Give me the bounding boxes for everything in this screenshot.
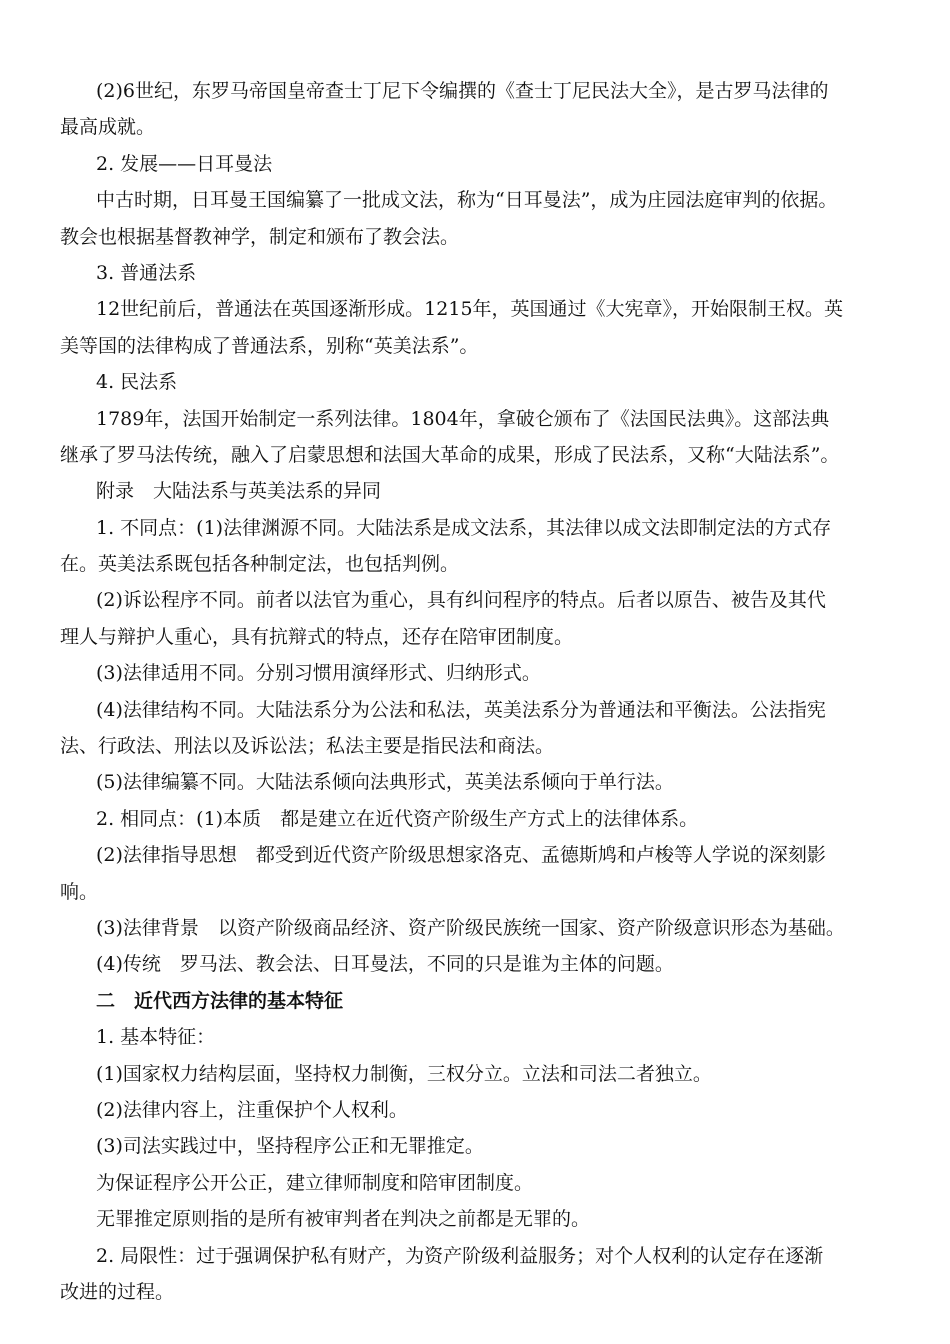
text-line: 在。英美法系既包括各种制定法，也包括判例。 [60,553,460,576]
text-line: 1789年，法国开始制定一系列法律。1804年，拿破仑颁布了《法国民法典》。这部法典 [96,407,830,430]
text-line: 美等国的法律构成了普通法系，别称“英美法系”。 [60,334,479,357]
text-line: 2. 局限性：过于强调保护私有财产，为资产阶级利益服务；对个人权利的认定存在逐渐 [96,1244,824,1267]
text-line: 无罪推定原则指的是所有被审判者在判决之前都是无罪的。 [96,1208,591,1231]
text-line: (5)法律编纂不同。大陆法系倾向法典形式，英美法系倾向于单行法。 [96,771,674,794]
text-line: 中古时期，日耳曼王国编纂了一批成文法，称为“日耳曼法”，成为庄园法庭审判的依据。 [96,189,838,212]
text-line: 附录 大陆法系与英美法系的异同 [96,480,382,503]
text-line: 改进的过程。 [60,1280,175,1303]
text-line: (2)法律指导思想 都受到近代资产阶级思想家洛克、孟德斯鸠和卢梭等人学说的深刻影 [96,844,826,867]
section-heading: 二 近代西方法律的基本特征 [96,989,344,1012]
text-line: 继承了罗马法传统，融入了启蒙思想和法国大革命的成果，形成了民法系，又称“大陆法系”。 [60,443,840,466]
text-line: 教会也根据基督教神学，制定和颁布了教会法。 [60,225,460,248]
text-line: 2. 发展——日耳曼法 [96,152,273,175]
text-line: 为保证程序公开公正，建立律师制度和陪审团制度。 [96,1171,534,1194]
text-line: 理人与辩护人重心，具有抗辩式的特点，还存在陪审团制度。 [60,625,574,648]
text-line: 2. 相同点：(1)本质 都是建立在近代资产阶级生产方式上的法律体系。 [96,807,699,830]
text-line: (2)诉讼程序不同。前者以法官为重心，具有纠问程序的特点。后者以原告、被告及其代 [96,589,826,612]
text-line: 响。 [60,880,99,903]
text-line: (3)法律适用不同。分别习惯用演绎形式、归纳形式。 [96,662,541,685]
text-line: 12世纪前后，普通法在英国逐渐形成。1215年，英国通过《大宪章》，开始限制王权。英 [96,298,844,321]
text-line: (1)国家权力结构层面，坚持权力制衡，三权分立。立法和司法二者独立。 [96,1062,712,1085]
text-line: (2)法律内容上，注重保护个人权利。 [96,1098,408,1121]
text-line: (3)司法实践过中，坚持程序公正和无罪推定。 [96,1135,484,1158]
text-line: 最高成就。 [60,116,156,139]
text-line: 1. 不同点：(1)法律渊源不同。大陆法系是成文法系，其法律以成文法即制定法的方式存 [96,516,832,539]
text-line: (4)传统 罗马法、教会法、日耳曼法，不同的只是谁为主体的问题。 [96,953,674,976]
text-line: 法、行政法、刑法以及诉讼法；私法主要是指民法和商法。 [60,735,555,758]
text-line: 3. 普通法系 [96,261,197,284]
text-line: (2)6世纪，东罗马帝国皇帝查士丁尼下令编撰的《查士丁尼民法大全》，是古罗马法律的 [96,80,829,102]
text-line: (3)法律背景 以资产阶级商品经济、资产阶级民族统一国家、资产阶级意识形态为基础。 [96,916,845,939]
text-line: (4)法律结构不同。大陆法系分为公法和私法，英美法系分为普通法和平衡法。公法指宪 [96,698,826,721]
text-line: 4. 民法系 [96,371,178,394]
text-line: 1. 基本特征： [96,1026,216,1049]
